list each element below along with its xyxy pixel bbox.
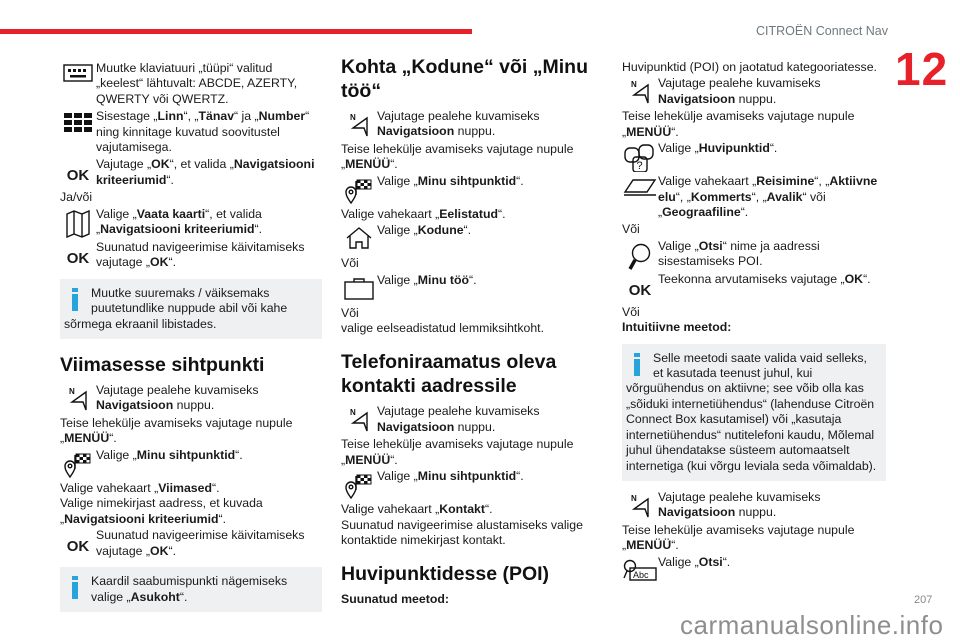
column-3: [622, 60, 886, 588]
step-text: [60, 383, 322, 414]
paragraph: [60, 496, 322, 527]
text-run: “.: [740, 205, 749, 220]
bold-text: Minu töö: [417, 272, 469, 287]
text-run: Valige vahekaart „: [60, 480, 159, 495]
bold-text: OK: [150, 543, 169, 558]
bold-text: Navigatsioon: [658, 505, 736, 520]
destination-flag-icon: [341, 469, 377, 500]
destination-flag-icon: [60, 448, 96, 479]
step-text: [60, 240, 322, 271]
text-run: Vajutage pealehe kuvamiseks: [96, 383, 259, 398]
text-run: “.: [390, 157, 398, 172]
bold-text: Minu sihtpunktid: [417, 173, 517, 188]
bold-text: Minu sihtpunktid: [136, 447, 236, 462]
text-run: Selle meetodi saate valida vaid selleks, et kasutada teenust juhul, kui võrguühendus on aktiivne; see võib olla kas „sõiduki internetiühendus“ (lahenduse Citroën Connect Box kasutamisel) või „kasutaja internetiühendus“ nutitelefoni kaudu, Mõlemal juhul ühendatakse süsteem automaatselt internetiga (kui võrgu leviala seda võimaldab).: [626, 350, 877, 473]
text-run: “, et valida „: [96, 206, 262, 237]
bold-text: Navigatsiooni kriteeriumid: [100, 222, 255, 237]
info-icon: [64, 574, 91, 604]
paragraph: [622, 523, 886, 554]
bold-text: Linn: [157, 109, 184, 124]
text-run: “.: [722, 554, 731, 569]
bold-text: Eelistatud: [439, 206, 498, 221]
paragraph: [341, 256, 603, 271]
text-run: nuppu.: [735, 91, 777, 106]
text-run: Valige nimekirjast aadress, et kuvada „: [60, 496, 263, 526]
bold-text: MENÜÜ: [626, 538, 672, 553]
text-run: “.: [390, 452, 398, 467]
paragraph: [341, 321, 603, 336]
step-text: [60, 528, 322, 559]
paragraph: [622, 109, 886, 140]
text-run: “.: [109, 431, 117, 446]
keyboard-icon: [60, 61, 96, 92]
text-run: Teise lehekülje avamiseks vajutage nupule „: [341, 142, 574, 172]
instruction-step: [60, 383, 322, 414]
bold-text: Navigatsioon: [96, 398, 174, 413]
navigation-icon: [622, 490, 658, 521]
paragraph: [60, 481, 322, 496]
paragraph: [60, 416, 322, 447]
text-run: Teise lehekülje avamiseks vajutage nupule „: [60, 416, 293, 446]
bold-text: Navigatsioon: [377, 419, 455, 434]
search-icon: [622, 239, 658, 270]
text-run: “.: [516, 469, 524, 484]
text-run: Suunatud navigeerimise käivitamiseks vajutage „: [96, 528, 305, 558]
bold-text: Suunatud meetod:: [341, 592, 449, 607]
text-run: Huvipunktidesse (POI): [341, 563, 550, 586]
text-run: nuppu.: [735, 505, 777, 520]
text-run: “.: [497, 206, 506, 221]
instruction-step: [60, 109, 322, 155]
instruction-step: [622, 174, 886, 220]
step-text: [341, 469, 603, 484]
bold-text: Vaata kaarti: [136, 206, 206, 221]
bold-text: OK: [844, 271, 864, 286]
text-run: Ja/või: [60, 190, 93, 205]
step-text: [622, 490, 886, 521]
tabs-icon: [622, 174, 658, 205]
text-run: “.: [516, 173, 524, 188]
text-run: valige eelseadistatud lemmiksihtkoht.: [341, 321, 545, 336]
bold-text: Otsi: [698, 238, 723, 253]
instruction-step: [622, 555, 886, 586]
bold-text: Avalik: [766, 189, 803, 204]
bold-text: Minu sihtpunktid: [417, 469, 517, 484]
text-run: Vajutage pealehe kuvamiseks: [377, 404, 540, 419]
text-run: nuppu.: [173, 398, 215, 413]
text-run: “.: [168, 543, 176, 558]
text-run: nuppu.: [454, 124, 496, 139]
paragraph: [341, 306, 603, 321]
step-text: [622, 76, 886, 107]
page-number: 207: [914, 594, 933, 606]
text-run: “.: [463, 223, 472, 238]
step-text: [341, 109, 603, 140]
bold-text: MENÜÜ: [345, 452, 391, 467]
bold-text: Reisimine: [756, 174, 815, 189]
instruction-step: [341, 174, 603, 205]
info-note: [622, 344, 886, 481]
section-heading: [341, 350, 603, 398]
text-run: “, „: [814, 174, 830, 189]
bold-text: Viimased: [158, 480, 212, 495]
step-text: [341, 404, 603, 435]
grid-icon: [60, 109, 96, 140]
text-run: nuppu.: [454, 419, 496, 434]
section-heading: [341, 562, 603, 586]
step-text: [622, 141, 886, 156]
bold-text: Kodune: [417, 223, 464, 238]
bold-text: Navigatsiooni kriteeriumid: [96, 157, 315, 187]
paragraph: [341, 142, 603, 173]
step-text: [622, 239, 886, 270]
text-run: Teekonna arvutamiseks vajutage „: [658, 271, 845, 286]
svg-text:N: N: [350, 408, 356, 418]
step-text: [622, 272, 886, 287]
text-run: Vajutage pealehe kuvamiseks: [377, 109, 540, 123]
bold-text: Otsi: [698, 554, 723, 569]
svg-text:?: ?: [636, 160, 643, 173]
text-run: “.: [863, 271, 871, 286]
text-run: “.: [179, 589, 188, 604]
bold-text: Tänav: [198, 109, 235, 124]
bold-text: Intuitiivne meetod:: [622, 320, 732, 335]
text-run: “ ja „: [234, 109, 259, 124]
text-run: Telefoniraamatus oleva kontakti aadressile: [341, 351, 557, 398]
bold-text: Number: [258, 109, 306, 124]
instruction-step: [60, 61, 322, 107]
text-run: Valige „: [96, 206, 137, 221]
bold-text: Geograafiline: [662, 205, 741, 220]
text-run: Valige „: [377, 272, 418, 287]
step-text: [60, 448, 322, 463]
search-text-icon: [622, 555, 658, 586]
bold-text: Aktiivne elu: [658, 174, 878, 204]
column-1: [60, 60, 322, 621]
destination-flag-icon: [341, 174, 377, 205]
paragraph: [60, 190, 322, 205]
text-run: “.: [671, 538, 679, 553]
text-run: Suunatud navigeerimise alustamiseks valige kontaktide nimekirjast kontakt.: [341, 517, 583, 548]
text-run: “.: [254, 222, 263, 237]
paragraph: [341, 502, 603, 517]
instruction-step: [60, 207, 322, 238]
step-text: [341, 223, 603, 238]
text-run: Valige „: [377, 469, 418, 484]
watermark: carmanualsonline.info: [680, 610, 944, 640]
paragraph: [341, 592, 603, 607]
text-run: Vajutage pealehe kuvamiseks: [658, 76, 821, 91]
text-run: “, „: [183, 109, 199, 124]
text-run: Vajutage pealehe kuvamiseks: [658, 489, 821, 504]
text-run: “, et valida „: [169, 157, 234, 172]
step-text: [622, 555, 886, 570]
text-run: Teise lehekülje avamiseks vajutage nupule „: [622, 522, 855, 553]
instruction-step: [60, 157, 322, 188]
text-run: Teise lehekülje avamiseks vajutage nupule „: [341, 437, 574, 467]
paragraph: [341, 437, 603, 468]
step-text: [60, 157, 322, 188]
instruction-step: [341, 469, 603, 500]
svg-text:N: N: [350, 113, 356, 122]
step-text: [60, 207, 322, 238]
text-run: Valige vahekaart „: [341, 502, 440, 517]
chapter-number: 12: [895, 43, 949, 95]
info-icon: [64, 286, 91, 316]
info-note: [60, 567, 322, 612]
text-run: “.: [218, 511, 227, 526]
paragraph: [622, 60, 886, 75]
text-run: Valige „: [658, 238, 699, 253]
text-run: “ või „: [658, 189, 826, 220]
section-heading: [341, 55, 603, 103]
text-run: Suunatud navigeerimise käivitamiseks vajutage „: [96, 239, 305, 270]
instruction-step: [622, 76, 886, 107]
text-run: “.: [235, 447, 243, 462]
instruction-step: [622, 141, 886, 172]
step-text: [341, 174, 603, 189]
svg-text:N: N: [631, 80, 637, 90]
bold-text: Navigatsioon: [658, 91, 736, 106]
step-text: [60, 109, 322, 155]
instruction-step: [341, 223, 603, 254]
text-run: Valige „: [377, 173, 418, 188]
navigation-icon: [60, 383, 96, 414]
poi-icon: [622, 141, 658, 172]
text-run: Viimasesse sihtpunkti: [60, 354, 265, 377]
text-run: “.: [469, 272, 477, 287]
briefcase-icon: [341, 273, 377, 304]
text-run: Sisestage „: [96, 109, 158, 124]
text-run: Valige vahekaart „: [341, 206, 440, 221]
bold-text: Navigatsiooni kriteeriumid: [64, 511, 219, 526]
text-run: Valige „: [96, 447, 137, 462]
section-heading: [60, 353, 322, 377]
navigation-icon: [622, 76, 658, 107]
bold-text: Kontakt: [439, 502, 485, 517]
bold-text: OK: [151, 157, 170, 172]
instruction-step: [622, 239, 886, 270]
step-text: [622, 174, 886, 220]
text-run: Kohta „Kodune“ või „Minu töö“: [341, 56, 588, 102]
text-run: Või: [341, 305, 359, 320]
text-run: Valige „: [658, 554, 699, 569]
text-run: Teise lehekülje avamiseks vajutage nupule „: [622, 109, 855, 139]
paragraph: [622, 305, 886, 320]
svg-text:N: N: [69, 387, 75, 397]
text-run: Või: [341, 256, 359, 271]
text-run: “.: [769, 141, 778, 156]
svg-text:Abc: Abc: [633, 569, 649, 580]
map-icon: [60, 207, 96, 238]
paragraph: [622, 320, 886, 335]
chapter-color-bar: [0, 29, 472, 34]
text-run: “.: [211, 480, 220, 495]
navigation-icon: [341, 109, 377, 140]
bold-text: OK: [150, 255, 169, 270]
ok-icon: OK: [66, 167, 90, 185]
info-icon: [626, 351, 653, 381]
text-run: Muutke klaviatuuri „tüüpi“ valitud „keelest“ lähtuvalt: ABCDE, AZERTY, QWERTY või QWERTZ.: [96, 61, 298, 106]
text-run: Kaardil saabumispunkti nägemiseks valige „: [91, 574, 288, 604]
text-run: “.: [168, 255, 176, 270]
ok-icon: OK: [628, 281, 652, 299]
ok-icon: OK: [66, 537, 90, 555]
home-icon: [341, 223, 377, 254]
bold-text: Kommerts: [690, 189, 752, 204]
note-text: [91, 574, 287, 603]
svg-text:N: N: [631, 493, 637, 503]
instruction-step: [622, 272, 886, 303]
paragraph: [341, 518, 603, 549]
paragraph: [622, 222, 886, 237]
text-run: Vajutage „: [96, 157, 152, 172]
bold-text: Navigatsioon: [377, 124, 455, 139]
bold-text: MENÜÜ: [64, 431, 110, 446]
bold-text: MENÜÜ: [626, 124, 672, 139]
text-run: Muutke suuremaks / väiksemaks puutetundlike nuppude abil või kahe sõrmega ekraanil libistades.: [64, 285, 288, 331]
text-run: “ ning kinnitage kuvatud soovitustel vajutamisega.: [96, 109, 310, 155]
text-run: “.: [166, 172, 174, 187]
paragraph: [341, 207, 603, 222]
instruction-step: [60, 448, 322, 479]
instruction-step: [341, 273, 603, 304]
bold-text: Asukoht: [130, 589, 180, 604]
text-run: Valige „: [377, 223, 418, 238]
note-text: [64, 286, 287, 331]
text-run: “, „: [675, 189, 691, 204]
bold-text: MENÜÜ: [345, 157, 391, 172]
text-run: Või: [622, 304, 640, 319]
text-run: “ nime ja aadressi sisestamiseks POI.: [658, 238, 820, 269]
running-header: CITROËN Connect Nav: [756, 24, 888, 38]
step-text: [341, 273, 603, 288]
text-run: Huvipunktid (POI) on jaotatud kategooriatesse.: [622, 60, 877, 74]
step-text: [60, 61, 322, 107]
text-run: Valige „: [658, 141, 699, 156]
info-note: [60, 279, 322, 339]
text-run: Või: [622, 222, 640, 237]
instruction-step: [622, 490, 886, 521]
text-run: “.: [671, 124, 679, 139]
text-run: Valige vahekaart „: [658, 174, 757, 189]
instruction-step: [60, 240, 322, 271]
instruction-step: [60, 528, 322, 559]
bold-text: Huvipunktid: [698, 141, 770, 156]
column-2: [341, 55, 603, 608]
text-run: “, „: [751, 189, 767, 204]
instruction-step: [341, 109, 603, 140]
ok-icon: OK: [66, 249, 90, 267]
instruction-step: [341, 404, 603, 435]
text-run: “.: [484, 502, 493, 517]
navigation-icon: [341, 404, 377, 435]
note-text: [626, 351, 876, 473]
